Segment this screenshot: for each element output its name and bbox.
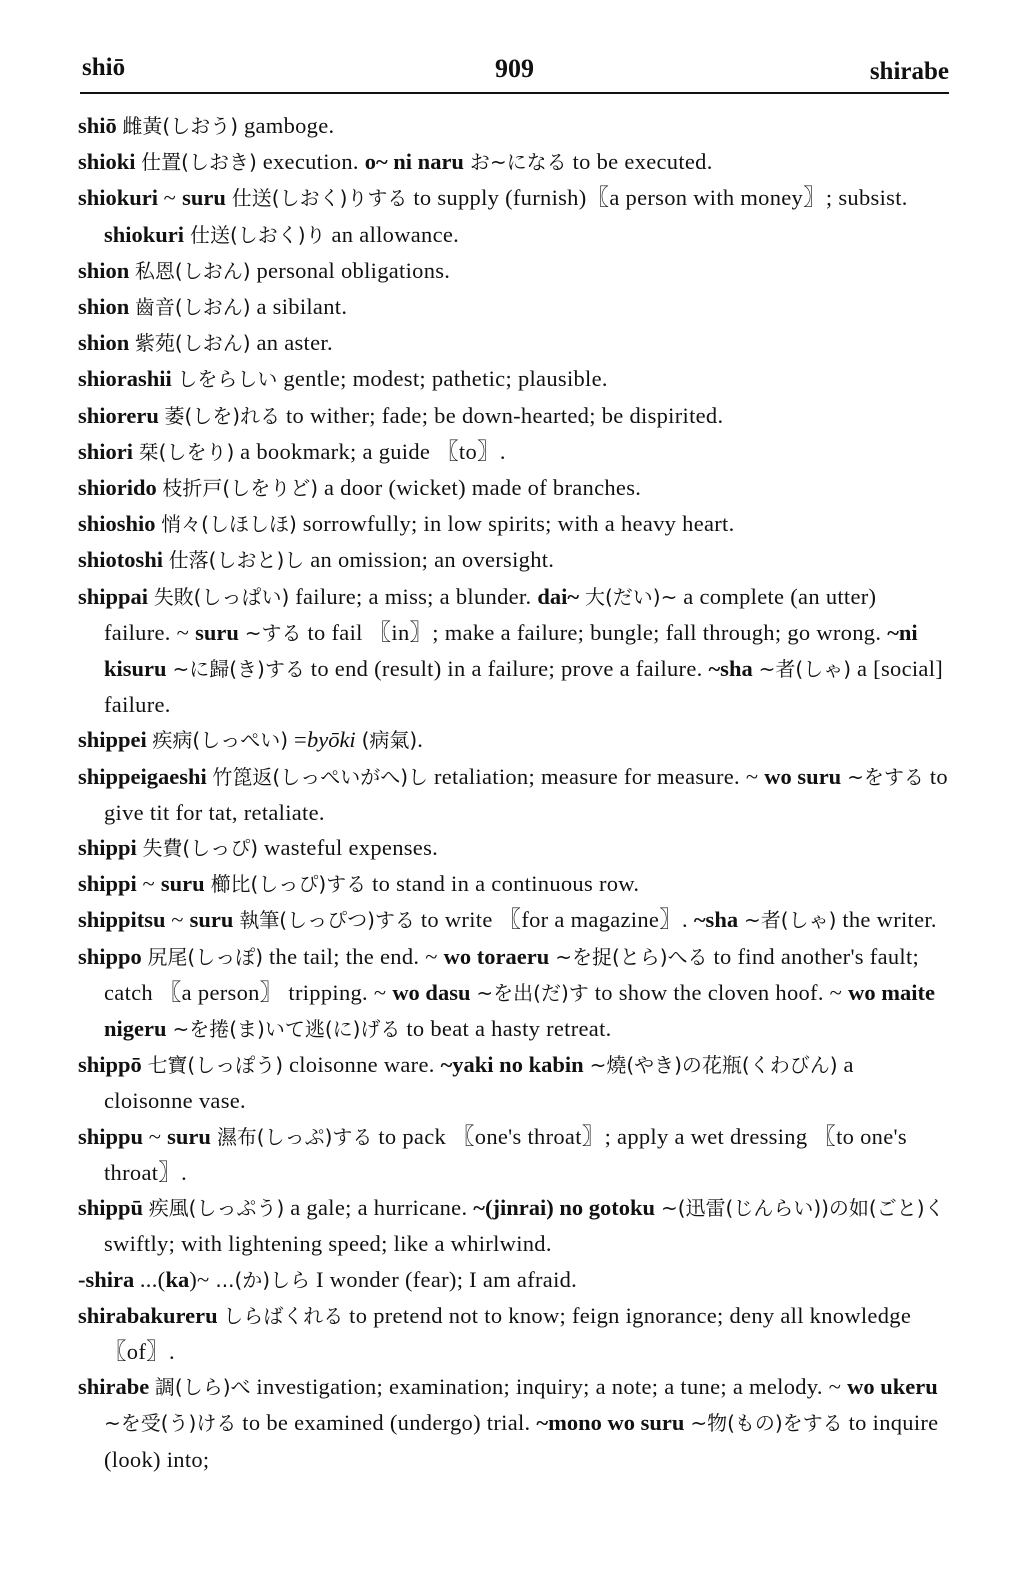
japanese-text: ...(か)しら — [215, 1267, 311, 1292]
dictionary-entry — [78, 398, 948, 434]
romaji-phrase: wo maite nigeru — [104, 979, 935, 1042]
entry-headword: shiorido — [78, 475, 157, 501]
definition-text: to find another's fault; catch 〖a person〗 tripping. ~ — [104, 943, 920, 1005]
definition-text: to beat a hasty retreat. — [400, 1016, 612, 1042]
japanese-text: 疾風(しっぷう) — [148, 1196, 285, 1221]
japanese-text: ~物(もの)をする — [690, 1411, 843, 1436]
dictionary-entry — [78, 361, 948, 397]
definition-text: an allowance. — [325, 221, 460, 247]
definition-text: a bookmark; a guide 〖to〗. — [234, 438, 506, 464]
definition-text: to wither; fade; be down-hearted; be dispirited. — [280, 402, 724, 428]
entry-headword: shippō — [78, 1052, 142, 1078]
entry-headword: shiokuri — [78, 185, 159, 211]
definition-text: to write 〖for a magazine〗. — [414, 907, 694, 933]
japanese-text: ~を捲(ま)いて逃(に)げる — [172, 1017, 401, 1042]
japanese-text: ~燒(やき)の花瓶(くわびん) — [589, 1053, 838, 1078]
entry-headword: shioki — [78, 149, 136, 175]
entry-headword: shippai — [78, 583, 149, 609]
definition-text: investigation; examination; inquiry; a note; a tune; a melody. ~ — [250, 1374, 848, 1400]
definition-text: to inquire (look) into; — [104, 1410, 939, 1472]
romaji-phrase: shiokuri — [104, 221, 185, 247]
japanese-text: 仕置(しおき) — [141, 150, 257, 175]
dictionary-entry — [78, 866, 948, 902]
japanese-text: 仕送(しおく)り — [189, 222, 326, 247]
romaji-phrase: suru — [167, 1123, 211, 1149]
dictionary-entry — [78, 434, 948, 470]
romaji-phrase: ka — [165, 1266, 190, 1292]
dictionary-entry — [78, 1262, 948, 1298]
definition-text: a sibilant. — [250, 294, 348, 320]
dictionary-entry — [78, 579, 948, 723]
japanese-text: お~になる — [469, 150, 567, 175]
romaji-phrase: ~sha — [693, 907, 739, 933]
entry-headword: shippitsu — [78, 907, 166, 933]
romaji-phrase: dai~ — [537, 583, 580, 609]
dictionary-entry — [78, 722, 948, 758]
japanese-text: ~者(しゃ) — [758, 657, 852, 682]
definition-text: retaliation; measure for measure. ~ — [428, 763, 765, 789]
japanese-text: 執筆(しっぴつ)する — [239, 908, 415, 933]
japanese-text: 齒音(しおん) — [134, 295, 251, 320]
definition-text: cloisonne ware. — [283, 1052, 441, 1078]
definition-text: gamboge. — [238, 113, 335, 138]
definition-text: a [social] failure. — [104, 656, 944, 718]
japanese-text: 七寶(しっぽう) — [147, 1053, 284, 1078]
entry-headword: shioreru — [78, 402, 159, 428]
entry-headword: shippu — [78, 1123, 144, 1149]
japanese-text: ~を受(う)ける — [104, 1411, 237, 1436]
dictionary-entry — [78, 1047, 948, 1118]
definition-text: to pretend not to know; feign ignorance; deny all knowledge 〖of〗. — [104, 1302, 912, 1364]
dictionary-entry — [78, 180, 948, 252]
japanese-text: 枝折戸(しをりど) — [162, 476, 319, 501]
japanese-text: ~を出(だ)す — [476, 980, 589, 1005]
definition-text: ~ — [142, 871, 161, 897]
entry-headword: -shira — [78, 1266, 135, 1292]
definition-text: to supply (furnish)〖a person with money〗; subsist. — [407, 185, 908, 211]
entry-headword: shippi — [78, 835, 137, 861]
definition-text: = — [288, 727, 307, 753]
japanese-text: (病氣) — [361, 728, 418, 753]
dictionary-entry — [78, 144, 948, 180]
romaji-phrase: wo toraeru — [443, 943, 550, 969]
definition-text: sorrowfully; in low spirits; with a heavy heart. — [296, 511, 735, 537]
japanese-text: 疾病(しっぺい) — [152, 728, 289, 753]
definition-text: a gale; a hurricane. — [284, 1195, 474, 1221]
japanese-text: 萎(しを)れる — [164, 403, 281, 428]
japanese-text: ~を捉(とら)へる — [555, 944, 708, 969]
japanese-text: ~者(しゃ) — [744, 908, 837, 933]
entry-list — [78, 108, 948, 1477]
page-number: 909 — [495, 54, 534, 83]
definition-text: a cloisonne vase. — [104, 1052, 854, 1114]
definition-text: swiftly; with lightening speed; like a whirlwind. — [104, 1231, 552, 1257]
definition-text: I wonder (fear); I am afraid. — [310, 1266, 578, 1292]
entry-headword: shippei — [78, 727, 147, 753]
romaji-phrase: ~(jinrai) no gotoku — [473, 1195, 656, 1221]
entry-headword: shiorashii — [78, 366, 172, 392]
entry-headword: shippū — [78, 1195, 144, 1221]
definition-text: ~ — [171, 907, 190, 933]
romaji-phrase: o~ ni naru — [364, 149, 464, 175]
japanese-text: 尻尾(しっぽ) — [147, 944, 264, 969]
definition-text: failure; a miss; a blunder. — [289, 583, 538, 609]
entry-headword: shioshio — [78, 511, 156, 537]
page-header — [80, 52, 949, 94]
japanese-text: 失費(しっぴ) — [142, 836, 259, 861]
dictionary-entry — [78, 542, 948, 578]
dictionary-entry — [78, 830, 948, 866]
romaji-phrase: ~ni kisuru — [104, 619, 918, 682]
japanese-text: 悄々(しほしほ) — [161, 512, 297, 537]
japanese-text: 失敗(しっぱい) — [153, 584, 290, 609]
japanese-text: 紫苑(しおん) — [134, 331, 251, 356]
dictionary-entry — [78, 902, 948, 938]
header-first-word: shiō — [82, 54, 126, 81]
dictionary-entry — [78, 1369, 948, 1477]
japanese-text: 櫛比(しっぴ)する — [210, 872, 367, 897]
entry-headword: shirabe — [78, 1374, 150, 1400]
japanese-text: 竹箆返(しっぺいがへ)し — [212, 764, 429, 789]
romaji-phrase: suru — [189, 907, 234, 933]
romaji-phrase: ~yaki no kabin — [440, 1052, 584, 1078]
japanese-text: ~をする — [847, 764, 924, 789]
cross-reference: byōki — [306, 727, 356, 753]
japanese-text: ~する — [244, 620, 302, 645]
definition-text: ~ — [163, 185, 183, 211]
entry-headword: shippeigaeshi — [78, 763, 207, 789]
entry-headword: shiori — [78, 438, 134, 464]
japanese-text: 大(だい)~ — [584, 584, 678, 609]
entry-headword: shion — [78, 257, 130, 283]
definition-text: the tail; the end. ~ — [263, 943, 444, 969]
dictionary-entry — [78, 759, 948, 830]
definition-text: ...( — [139, 1266, 166, 1292]
entry-headword: shion — [78, 294, 130, 320]
romaji-phrase: wo dasu — [392, 979, 471, 1005]
definition-text: a door (wicket) made of branches. — [318, 475, 642, 501]
dictionary-entry — [78, 1119, 948, 1190]
entry-headword: shiotoshi — [78, 547, 164, 573]
entry-headword: shiō — [78, 113, 117, 138]
romaji-phrase: suru — [195, 619, 239, 645]
romaji-phrase: wo suru — [764, 763, 842, 789]
dictionary-entry — [78, 1190, 948, 1261]
dictionary-entry — [78, 108, 948, 144]
japanese-text: しらばくれる — [223, 1303, 344, 1328]
dictionary-entry — [78, 325, 948, 361]
definition-text: a complete (an utter) failure. ~ — [104, 583, 877, 645]
japanese-text: 雌黃(しおう) — [122, 114, 239, 138]
definition-text: the writer. — [836, 907, 937, 933]
definition-text: personal obligations. — [250, 257, 451, 283]
entry-headword: shirabakureru — [78, 1302, 218, 1328]
japanese-text: 栞(しをり) — [138, 439, 235, 464]
dictionary-entry — [78, 1298, 948, 1369]
definition-text: to give tit for tat, retaliate. — [104, 763, 948, 825]
definition-text: wasteful expenses. — [258, 835, 439, 861]
japanese-text: ~(迅雷(じんらい))の如(ごと)く — [660, 1196, 945, 1221]
definition-text: an omission; an oversight. — [304, 547, 555, 573]
definition-text: to be executed. — [566, 149, 713, 175]
japanese-text: 仕送(しおく)りする — [231, 186, 408, 211]
romaji-phrase: ~mono wo suru — [536, 1410, 685, 1436]
definition-text: gentle; modest; pathetic; plausible. — [277, 366, 608, 392]
dictionary-entry — [78, 289, 948, 325]
japanese-text: 濕布(しっぷ)する — [216, 1124, 373, 1149]
dictionary-entry — [78, 939, 948, 1048]
definition-text: to pack 〖one's throat〗; apply a wet dressing 〖to one's throat〗. — [104, 1123, 907, 1185]
japanese-text: 私恩(しおん) — [134, 258, 251, 283]
japanese-text: 調(しら)べ — [154, 1375, 251, 1400]
definition-text: ~ — [148, 1123, 168, 1149]
definition-text: to fail 〖in〗; make a failure; bungle; fall through; go wrong. — [301, 619, 888, 645]
definition-text: execution. — [256, 149, 365, 175]
entry-headword: shion — [78, 330, 130, 356]
definition-text: to show the cloven hoof. ~ — [588, 979, 849, 1005]
romaji-phrase: suru — [160, 871, 205, 897]
definition-text: to end (result) in a failure; prove a failure. — [304, 656, 709, 682]
definition-text: to stand in a continuous row. — [366, 871, 640, 897]
japanese-text: しをらしい — [177, 367, 278, 392]
dictionary-entry — [78, 253, 948, 289]
definition-text: )~ — [189, 1266, 216, 1292]
header-last-word: shirabe — [869, 58, 949, 85]
definition-text: . — [417, 727, 424, 753]
romaji-phrase: ~sha — [708, 656, 753, 682]
entry-headword: shippo — [78, 943, 142, 969]
dictionary-entry — [78, 506, 948, 542]
definition-text: to be examined (undergo) trial. — [236, 1410, 537, 1436]
japanese-text: 仕落(しおと)し — [168, 548, 305, 573]
definition-text: an aster. — [250, 330, 333, 356]
romaji-phrase: wo ukeru — [847, 1374, 938, 1400]
romaji-phrase: suru — [182, 185, 226, 211]
japanese-text: ~に歸(き)する — [172, 657, 305, 682]
entry-headword: shippi — [78, 871, 137, 897]
dictionary-entry — [78, 470, 948, 506]
